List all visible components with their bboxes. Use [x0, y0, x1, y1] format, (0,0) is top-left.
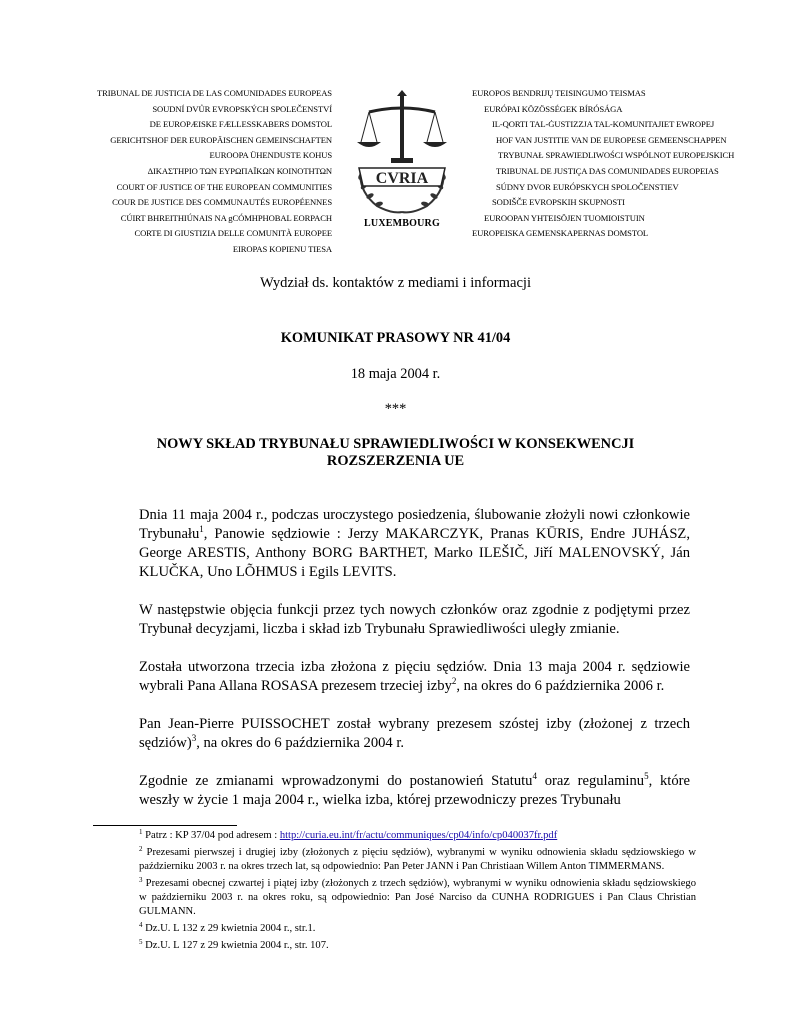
footnote-ref: 2	[451, 676, 457, 686]
court-name: TRIBUNAL DE JUSTIÇA DAS COMUNIDADES EUROPEIAS	[496, 165, 719, 176]
scales-of-justice-icon	[347, 90, 457, 220]
court-name: EIROPAS KOPIENU TIESA	[232, 243, 332, 254]
footnote: $^4$ Dz.U. L 132 z 29 kwietnia 2004 r., str.1.	[139, 921, 316, 934]
court-name: ΔΙΚΑΣΤΗΡΙΟ ΤΩΝ ΕΥΡΩΠΑΪΚΩΝ ΚΟΙΝΟΤΗΤΩΝ	[147, 165, 332, 176]
court-name: GERICHTSHOF DER EUROPÄISCHEN GEMEINSCHAFTEN	[110, 134, 332, 145]
court-name: COURT OF JUSTICE OF THE EUROPEAN COMMUNITIES	[116, 181, 332, 192]
logo-city: LUXEMBOURG	[364, 218, 440, 229]
footnote-ref: 5	[644, 771, 649, 781]
press-release-date: 18 maja 2004 r.	[350, 366, 441, 382]
court-name: CÚIRT BHREITHIÚNAIS NA gCÓMHPHOBAL EORPACH	[120, 212, 332, 223]
court-name: EUROPOS BENDRIJŲ TEISINGUMO TEISMAS	[472, 88, 646, 98]
paragraph: W następstwie objęcia funkcji przez tych nowych członków oraz zgodnie z podjętymi przez Trybunał decyzjami, liczba i skład izb Trybunału Sprawiedliwości uległy zmianie.	[139, 602, 690, 637]
footnote: $^2$ Prezesami pierwszej i drugiej izby (złożonych z pięciu sędziów), wybranymi w wyniku odnowienia składu sędziowskiego w październiku 2003 r. na okres trzech lat, są odpowiednio: Pan Peter JANN i Pan Christiaan Willem Anton TIMMERMANS.	[139, 845, 696, 872]
footnote-divider	[93, 825, 237, 826]
footnote: $^1$ Patrz : KP 37/04 pod adresem : http://curia.eu.int/fr/actu/communiques/cp04/info/cp040037fr.pdf	[139, 828, 558, 841]
court-name: CORTE DI GIUSTIZIA DELLE COMUNITÀ EUROPEE	[134, 228, 332, 239]
paragraph: Została utworzona trzecia izba złożona z pięciu sędziów. Dnia 13 maja 2004 r. sędziowie wybrali Pana Allana ROSASA prezesem trzeciej izby$^2$, na okres do 6 października 2006 r.	[139, 659, 690, 694]
header-left-court-names	[40, 86, 332, 258]
footnote-link[interactable]: http://curia.eu.int/fr/actu/communiques/cp04/info/cp040037fr.pdf	[279, 830, 558, 841]
court-name: EUROOPA ÜHENDUSTE KOHUS	[209, 150, 332, 161]
footnote: $^3$ Prezesami obecnej czwartej i piątej izby (złożonych z trzech sędziów), wybranymi w wyniku odnowienia składu sędziowskiego w październiku 2003 r. na okres roku, są odpowiednio: Pan José Narciso da CUNHA RODRIGUES i Pan Claus Christian GULMANN.	[139, 876, 696, 917]
paragraph: Zgodnie ze zmianami wprowadzonymi do postanowień Statutu$^4$ oraz regulaminu$^5$, które weszły w życie 1 maja 2004 r., wielka izba, której przewodniczy prezes Trybunału	[139, 771, 690, 808]
court-name: SÚDNY DVOR EURÓPSKYCH SPOLOČENSTIEV	[496, 181, 679, 192]
department-name: Wydział ds. kontaktów z mediami i informacji	[259, 275, 532, 291]
header-right-court-names	[470, 86, 770, 242]
court-name: IL-QORTI TAL-ĠUSTIZZJA TAL-KOMUNITAJIET EWROPEJ	[492, 119, 715, 130]
paragraph: Dnia 11 maja 2004 r., podczas uroczystego posiedzenia, ślubowanie złożyli nowi członkowie Trybunału$^1$, Panowie sędziowie : Jerzy MAKARCZYK, Pranas KŪRIS, Endre JUHÁSZ, George ARESTIS, Anthony BORG BARTHET, Marko ILEŠIČ, Jiří MALENOVSKÝ, Ján KLUČKA, Uno LÕHMUS i Egils LEVITS.	[139, 507, 690, 580]
court-name: TRYBUNAŁ SPRAWIEDLIWOŚCI WSPÓLNOT EUROPEJSKICH	[498, 150, 735, 161]
press-release-body	[139, 506, 690, 829]
court-name: SOUDNÍ DVŮR EVROPSKÝCH SPOLEČENSTVÍ	[152, 103, 332, 114]
court-name: DE EUROPÆISKE FÆLLESSKABERS DOMSTOL	[149, 119, 332, 130]
court-name: HOF VAN JUSTITIE VAN DE EUROPESE GEMEENSCHAPPEN	[496, 134, 727, 145]
press-release-title: KOMUNIKAT PRASOWY NR 41/04	[280, 330, 511, 346]
footnote-ref: 1	[199, 524, 204, 534]
press-release-headline: NOWY SKŁAD TRYBUNAŁU SPRAWIEDLIWOŚCI W KONSEKWENCJI ROZSZERZENIA UE	[156, 436, 635, 469]
curia-logo	[338, 90, 466, 240]
footnotes	[139, 829, 696, 956]
court-name: EURÓPAI KÖZÖSSÉGEK BÍRÓSÁGA	[484, 103, 623, 114]
court-name: COUR DE JUSTICE DES COMMUNAUTÉS EUROPÉENNES	[112, 197, 332, 208]
footnote-ref: 3	[191, 733, 197, 743]
logo-wordmark: CVRIA	[375, 170, 429, 187]
court-name: SODIŠČE EVROPSKIH SKUPNOSTI	[492, 197, 625, 208]
footnote-ref: 4	[532, 771, 537, 781]
court-name: EUROPEISKA GEMENSKAPERNAS DOMSTOL	[472, 228, 649, 239]
section-separator: ***	[384, 401, 407, 417]
paragraph: Pan Jean-Pierre PUISSOCHET został wybrany prezesem szóstej izby (złożonej z trzech sędziów)$^3$, na okres do 6 października 2004 r.	[139, 716, 690, 751]
footnote: $^5$ Dz.U. L 127 z 29 kwietnia 2004 r., str. 107.	[139, 938, 329, 951]
court-name: EUROOPAN YHTEISÖJEN TUOMIOISTUIN	[484, 212, 645, 223]
court-name: TRIBUNAL DE JUSTICIA DE LAS COMUNIDADES EUROPEAS	[96, 88, 332, 98]
